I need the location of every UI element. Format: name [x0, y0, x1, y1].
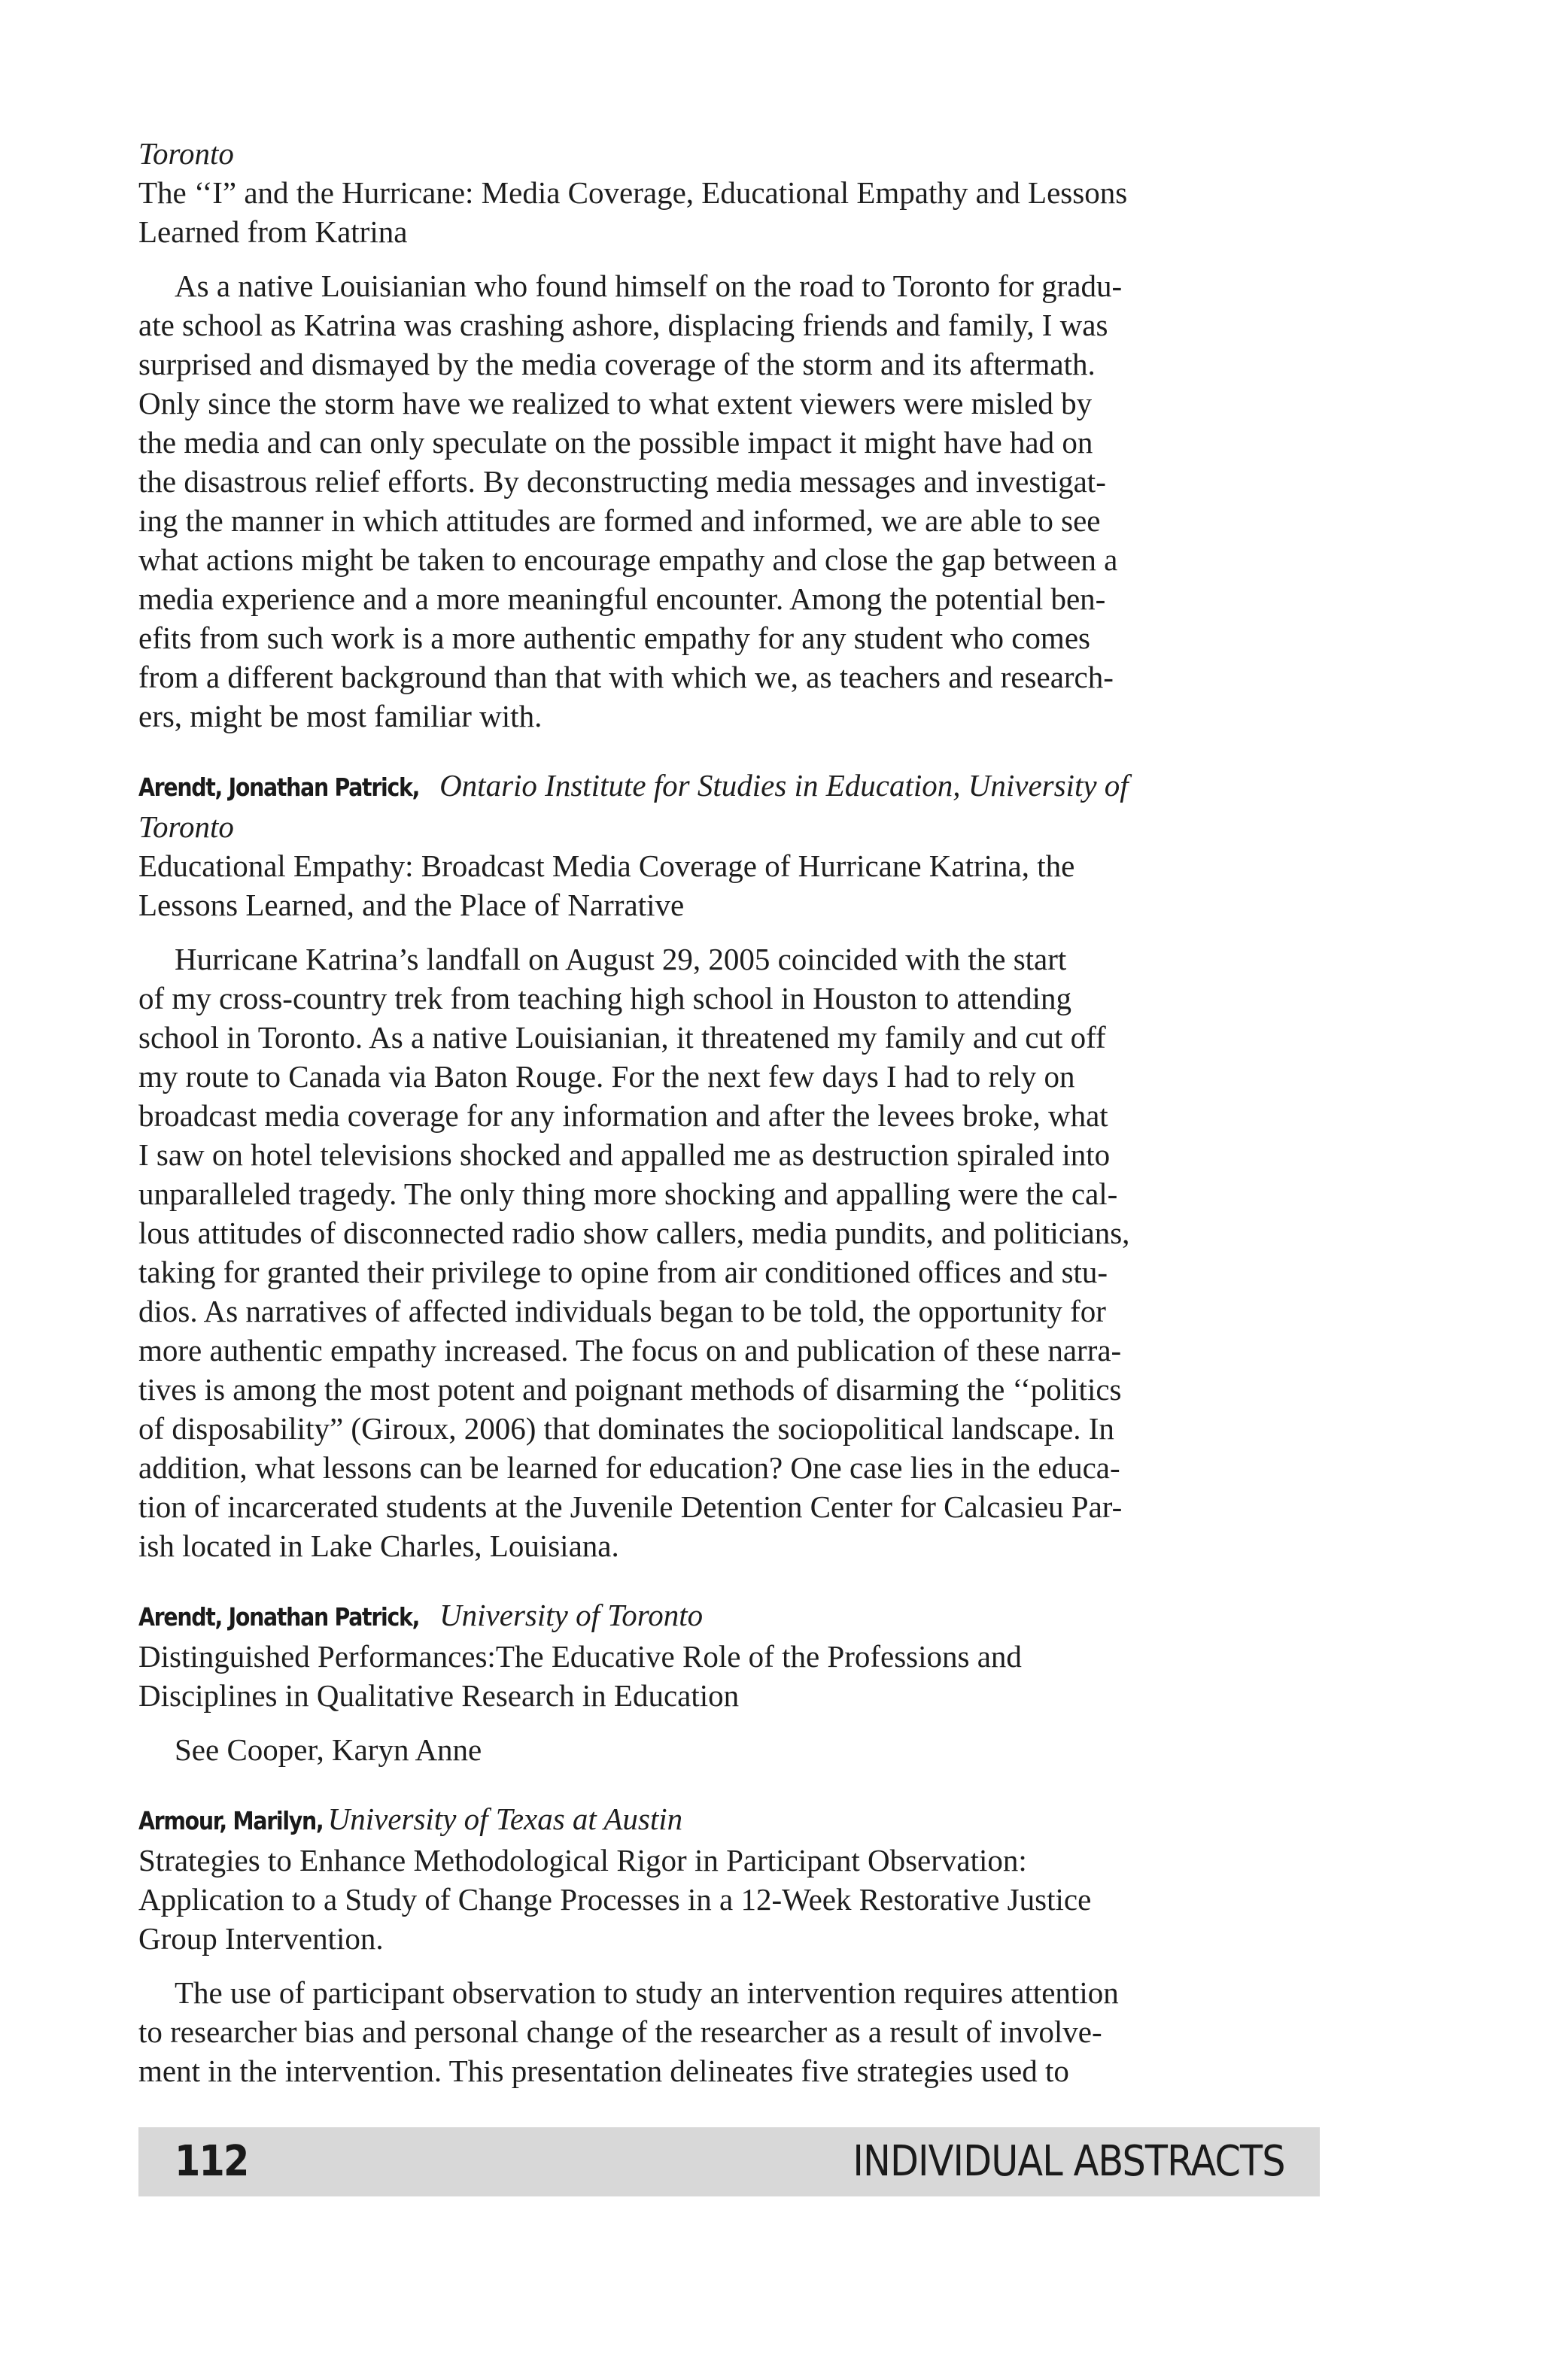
- author-affiliation: University of Texas at Austin: [327, 1802, 683, 1836]
- abstract-body-line: broadcast media coverage for any information and after the levees broke, what: [138, 1098, 1108, 1133]
- abstracts-column: [138, 134, 1320, 2090]
- abstract-title-line: Group Intervention.: [138, 1921, 384, 1956]
- abstract-body-line: lous attitudes of disconnected radio show callers, media pundits, and politicians,: [138, 1216, 1130, 1250]
- author-name: Arendt, Jonathan Patrick,: [138, 773, 420, 802]
- author-line: [138, 1799, 1320, 1841]
- abstract-body-line: tives is among the most potent and poignant methods of disarming the ‘‘politics: [138, 1372, 1122, 1407]
- abstract-body-line: taking for granted their privilege to opine from air conditioned offices and stu-: [138, 1255, 1108, 1289]
- author-affiliation: Ontario Institute for Studies in Education, University of: [439, 768, 1129, 803]
- abstract-body-line: addition, what lessons can be learned for education? One case lies in the educa-: [138, 1450, 1120, 1485]
- abstract-body-line: ers, might be most familiar with.: [138, 699, 543, 733]
- abstract-body-line: ing the manner in which attitudes are formed and informed, we are able to see: [138, 503, 1101, 538]
- abstract-body-line: the disastrous relief efforts. By deconstructing media messages and investigat-: [138, 464, 1106, 499]
- abstract-body-line: Hurricane Katrina’s landfall on August 29, 2005 coincided with the start: [175, 942, 1067, 976]
- abstract-body-line: ment in the intervention. This presentation delineates five strategies used to: [138, 2054, 1069, 2088]
- abstract-body-line: more authentic empathy increased. The focus on and publication of these narra-: [138, 1333, 1122, 1368]
- author-affiliation: University of Toronto: [439, 1598, 704, 1632]
- abstract-body-line: ate school as Katrina was crashing ashore, displacing friends and family, I was: [138, 308, 1108, 342]
- abstract-body-line: dios. As narratives of affected individuals began to be told, the opportunity for: [138, 1294, 1106, 1328]
- abstract-title-line: Learned from Katrina: [138, 214, 408, 249]
- abstract-title-line: The ‘‘I” and the Hurricane: Media Coverage, Educational Empathy and Lessons: [138, 175, 1128, 210]
- abstract-body-line: media experience and a more meaningful encounter. Among the potential ben-: [138, 581, 1106, 616]
- author-line: [138, 1595, 1320, 1637]
- abstract-body-line: Only since the storm have we realized to what extent viewers were misled by: [138, 386, 1093, 420]
- author-name: Armour, Marilyn,: [138, 1806, 324, 1835]
- abstract-entry-4: [138, 1799, 1320, 2090]
- affiliation-continued: Toronto: [138, 136, 234, 171]
- abstract-body-line: of disposability” (Giroux, 2006) that dominates the sociopolitical landscape. In: [138, 1411, 1114, 1446]
- abstract-title-line: Application to a Study of Change Processes in a 12-Week Restorative Justice: [138, 1882, 1092, 1917]
- abstract-body-line: As a native Louisianian who found himself on the road to Toronto for gradu-: [175, 269, 1123, 303]
- abstract-title-line: Disciplines in Qualitative Research in Education: [138, 1678, 740, 1713]
- abstract-entry-2: [138, 766, 1320, 1565]
- abstract-title-line: Educational Empathy: Broadcast Media Coverage of Hurricane Katrina, the: [138, 848, 1075, 883]
- abstract-body-line: my route to Canada via Baton Rouge. For the next few days I had to rely on: [138, 1059, 1075, 1094]
- page-footer: [138, 2127, 1320, 2196]
- section-title: INDIVIDUAL ABSTRACTS: [853, 2137, 1285, 2186]
- abstract-body-line: of my cross-country trek from teaching high school in Houston to attending: [138, 981, 1072, 1015]
- abstract-body-line: surprised and dismayed by the media coverage of the storm and its aftermath.: [138, 347, 1096, 381]
- abstract-body-line: the media and can only speculate on the possible impact it might have had on: [138, 425, 1093, 460]
- abstract-body-line: See Cooper, Karyn Anne: [175, 1732, 482, 1767]
- abstract-body-line: from a different background than that with which we, as teachers and research-: [138, 660, 1114, 694]
- abstract-title-line: Strategies to Enhance Methodological Rigor in Participant Observation:: [138, 1843, 1027, 1878]
- abstract-entry-3: [138, 1595, 1320, 1769]
- abstract-body-line: ish located in Lake Charles, Louisiana.: [138, 1528, 619, 1563]
- abstract-body-line: what actions might be taken to encourage empathy and close the gap between a: [138, 542, 1118, 577]
- abstract-entry-1: [138, 134, 1320, 736]
- abstract-body-line: unparalleled tragedy. The only thing more shocking and appalling were the cal-: [138, 1176, 1118, 1211]
- author-name: Arendt, Jonathan Patrick,: [138, 1602, 420, 1632]
- author-affiliation-continued: Toronto: [138, 809, 234, 844]
- page-number: 112: [175, 2137, 248, 2186]
- abstract-body-line: tion of incarcerated students at the Juvenile Detention Center for Calcasieu Par-: [138, 1489, 1123, 1524]
- author-line: [138, 766, 1320, 807]
- abstract-body-line: efits from such work is a more authentic empathy for any student who comes: [138, 621, 1090, 655]
- abstract-body-line: I saw on hotel televisions shocked and appalled me as destruction spiraled into: [138, 1137, 1111, 1172]
- abstract-body-line: school in Toronto. As a native Louisianian, it threatened my family and cut off: [138, 1020, 1106, 1055]
- abstract-body-line: to researcher bias and personal change of the researcher as a result of involve-: [138, 2014, 1102, 2049]
- abstract-title-line: Distinguished Performances:The Educative Role of the Professions and: [138, 1639, 1022, 1674]
- abstract-body-line: The use of participant observation to study an intervention requires attention: [175, 1975, 1119, 2010]
- abstract-title-line: Lessons Learned, and the Place of Narrative: [138, 888, 685, 922]
